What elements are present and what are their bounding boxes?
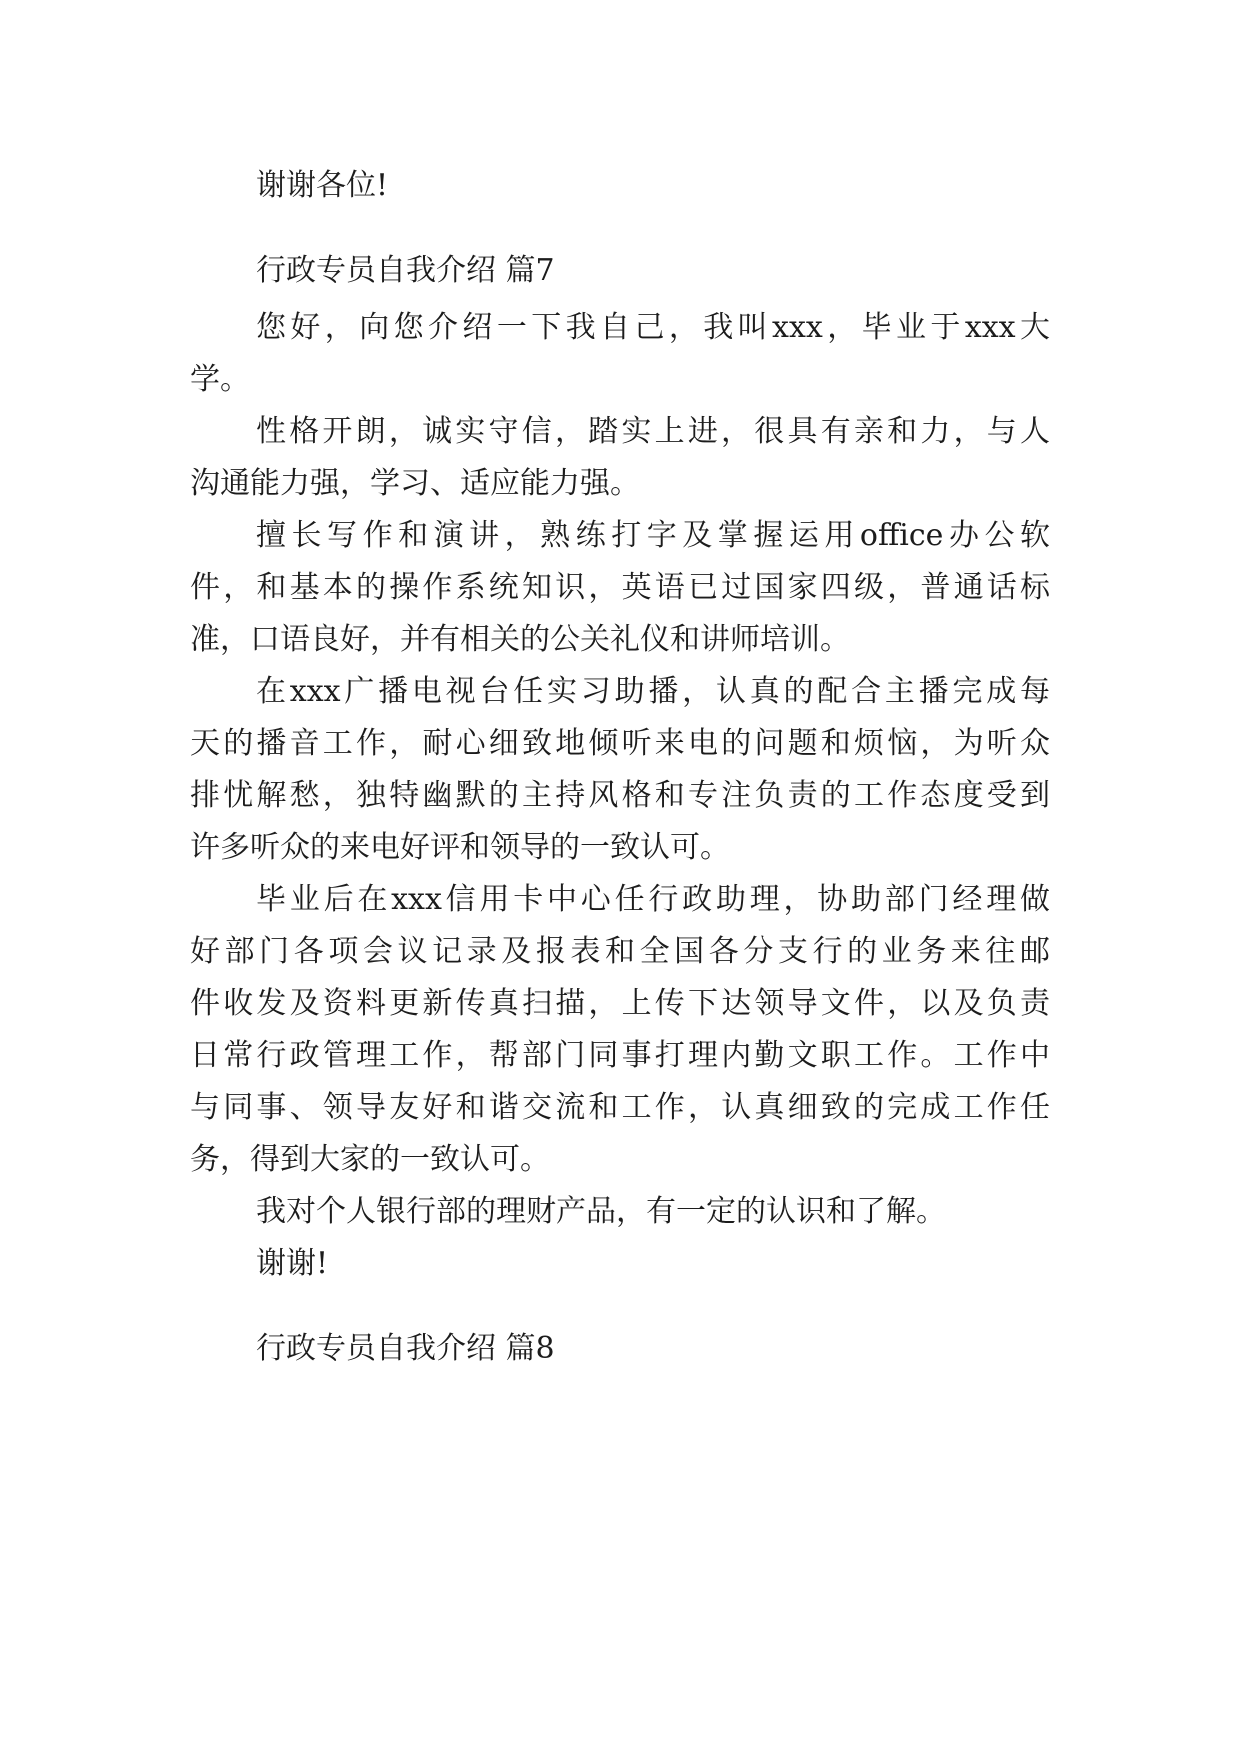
paragraph-line: 排忧解愁，独特幽默的主持风格和专注负责的工作态度受到 [190, 778, 1050, 813]
paragraph-line: 性格开朗，诚实守信，踏实上进，很具有亲和力，与人 [256, 414, 1050, 449]
section-heading-7: 行政专员自我介绍 篇7 [256, 253, 555, 288]
paragraph-line: 我对个人银行部的理财产品，有一定的认识和了解。 [256, 1194, 946, 1229]
paragraph-line: 毕业后在xxx信用卡中心任行政助理，协助部门经理做 [256, 882, 1050, 917]
paragraph-line: 许多听众的来电好评和领导的一致认可。 [190, 830, 730, 865]
paragraph-line: 准，口语良好，并有相关的公关礼仪和讲师培训。 [190, 622, 850, 657]
closing-thanks-line: 谢谢! [256, 1246, 329, 1281]
paragraph-line: 件收发及资料更新传真扫描，上传下达领导文件，以及负责 [190, 986, 1050, 1021]
paragraph-line: 沟通能力强，学习、适应能力强。 [190, 466, 640, 501]
paragraph-line: 件，和基本的操作系统知识，英语已过国家四级，普通话标 [190, 570, 1050, 605]
paragraph-line: 好部门各项会议记录及报表和全国各分支行的业务来往邮 [190, 934, 1050, 969]
paragraph-line: 在xxx广播电视台任实习助播，认真的配合主播完成每 [256, 674, 1050, 709]
section-heading-8: 行政专员自我介绍 篇8 [256, 1331, 555, 1366]
paragraph-line: 务，得到大家的一致认可。 [190, 1142, 550, 1177]
paragraph-line: 学。 [190, 362, 250, 397]
paragraph-line: 与同事、领导友好和谐交流和工作，认真细致的完成工作任 [190, 1090, 1050, 1125]
paragraph-line: 天的播音工作，耐心细致地倾听来电的问题和烦恼，为听众 [190, 726, 1050, 761]
closing-thanks-line: 谢谢各位! [256, 168, 389, 203]
paragraph-line: 擅长写作和演讲，熟练打字及掌握运用office办公软 [256, 518, 1050, 553]
paragraph-line: 日常行政管理工作，帮部门同事打理内勤文职工作。工作中 [190, 1038, 1050, 1073]
paragraph-line: 您好，向您介绍一下我自己，我叫xxx，毕业于xxx大 [256, 310, 1050, 345]
